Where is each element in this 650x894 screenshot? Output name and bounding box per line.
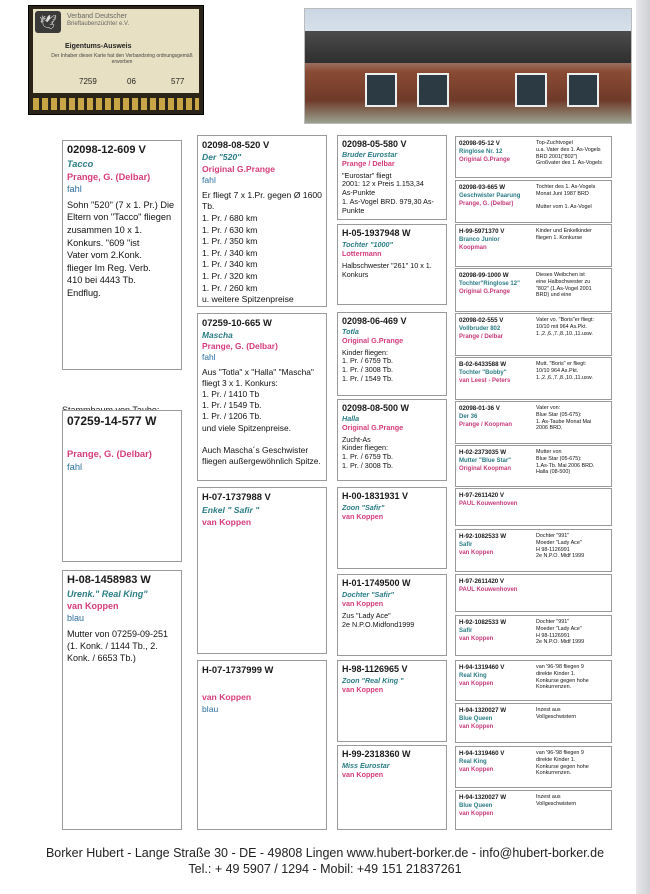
pedigree-box	[62, 140, 182, 370]
card-number-3: 577	[171, 77, 185, 86]
ring-number: 02098-06-469 V	[342, 316, 407, 326]
pigeon-notes: Zus "Lady Ace" 2e N.P.O.Midfond1999	[342, 611, 415, 629]
page-edge	[636, 0, 650, 894]
ring-number: 07259-14-577 W	[67, 414, 157, 428]
pigeon-color: fahl	[67, 460, 83, 472]
pedigree-box-small	[455, 180, 612, 223]
pedigree-box-small	[455, 268, 612, 312]
loft-window	[567, 73, 599, 107]
small-left-col	[459, 184, 533, 208]
breeder-name: van Koppen	[459, 681, 494, 687]
pigeon-name: Zoon "Safir"	[342, 503, 385, 512]
ring-number: H-92-1082533 W	[459, 619, 507, 626]
breeder-name: Prange, G. (Delbar)	[202, 341, 278, 352]
pedigree-box	[337, 574, 447, 656]
footer-address: Borker Hubert - Lange Straße 30 - DE - 49808 Lingen www.hubert-borker.de - info@hubert-borker.de	[45, 846, 605, 860]
ring-number: H-92-1082533 W	[459, 533, 507, 540]
small-left-col	[459, 750, 533, 774]
loft-roof	[305, 31, 631, 63]
pigeon-name: Mascha	[202, 330, 233, 340]
breeder-name: van Koppen	[342, 599, 384, 608]
pedigree-box-small	[455, 401, 612, 444]
breeder-name: van Koppen	[342, 770, 384, 779]
breeder-name: van Koppen	[202, 692, 252, 702]
pigeon-name: Zoon "Real King "	[342, 676, 404, 685]
ring-number: H-07-1737988 V	[202, 491, 271, 502]
small-left-col	[459, 578, 533, 594]
pigeon-name: Halla	[342, 414, 360, 423]
pigeon-name: Real King	[459, 759, 487, 765]
ring-number: H-05-1937948 W	[342, 228, 411, 238]
pigeon-color: fahl	[202, 175, 216, 186]
card-line1: Verband Deutscher	[67, 13, 127, 20]
ring-number: H-07-1737999 W	[202, 664, 274, 675]
ring-number: 02098-99-1000 W	[459, 272, 509, 279]
card-title: Eigentums-Ausweis	[65, 43, 132, 50]
pigeon-logo-icon: 🕊	[35, 11, 61, 33]
pigeon-name: Miss Eurostar	[342, 761, 390, 770]
ring-number: H-98-1126965 V	[342, 664, 408, 674]
ring-number: H-01-1749500 W	[342, 578, 411, 588]
small-left-col	[459, 140, 533, 164]
pedigree-box-small	[455, 224, 612, 267]
pigeon-notes: Mutter von 07259-09-251 (1. Konk. / 1144 Tb., 2. Konk. / 6653 Tb.)	[67, 628, 169, 664]
pigeon-name: Dochter "Safir"	[342, 590, 394, 599]
ring-number: H-00-1831931 V	[342, 491, 409, 501]
pigeon-color: blau	[67, 613, 85, 624]
small-left-col	[459, 794, 533, 818]
pigeon-notes: Sohn "520" (7 x 1. Pr.) Die Eltern von "Tacco" fliegen zusammen 10 x 1. Konkurs. "609 "ist Vater vom 2.Konk. flieger Im Reg. Verb. 410 bei 4443 Tb. Endflug.	[67, 199, 175, 298]
pedigree-box-small	[455, 529, 612, 572]
breeder-name: Prange, G. (Delbar)	[67, 448, 152, 459]
breeder-name: van Koppen	[459, 811, 494, 817]
loft-photo	[304, 8, 632, 124]
pigeon-name: Branco Junior	[459, 237, 500, 243]
pigeon-name: Safir	[459, 542, 473, 548]
pedigree-box	[337, 224, 447, 305]
breeder-name: van Koppen	[202, 517, 252, 527]
pedigree-box	[337, 399, 447, 481]
ring-number: H-08-1458983 W	[67, 574, 151, 586]
small-left-col	[459, 228, 533, 252]
pigeon-name: Ringlose Nr. 12	[459, 149, 503, 155]
pigeon-color: fahl	[67, 184, 82, 195]
pigeon-name: Tochter "Bobby"	[459, 370, 507, 376]
small-left-col	[459, 405, 533, 429]
pigeon-notes: Kinder und Enkelkinder fliegen 1. Konkurse	[536, 228, 592, 241]
pigeon-notes: Mutt. "Boris" er fliegt: 10/10 964 As.Pkt. 1.,2.,6.,7.,8.,10.,11.usw.	[536, 361, 593, 381]
pedigree-box	[197, 660, 327, 830]
loft-window	[515, 73, 547, 107]
ring-number: H-94-1319460 V	[459, 664, 505, 671]
pigeon-color: blau	[202, 704, 219, 714]
pedigree-box-small	[455, 445, 612, 487]
pedigree-box-small	[455, 615, 612, 656]
breeder-name: Original G.Prange	[459, 289, 511, 295]
ring-number: H-99-5971370 V	[459, 228, 505, 235]
pigeon-name: Tochter "1000"	[342, 240, 393, 249]
breeder-name: van Koppen	[67, 601, 119, 612]
pigeon-notes: "Eurostar" fliegt 2001: 12 x Preis 1.153,34 As-Punkte 1. As-Vogel BRD. 979,30 As-Punkte	[342, 170, 434, 215]
spacer	[202, 677, 322, 691]
pedigree-box	[197, 135, 327, 307]
pedigree-box	[197, 313, 327, 481]
pedigree-box	[337, 745, 447, 830]
pedigree-box	[337, 135, 447, 220]
pigeon-notes: Aus "Totla" x "Halla" "Mascha" fliegt 3 x 1. Konkurs: 1. Pr. / 1410 Tb 1. Pr. / 1549 Tb. 1. Pr. / 1206 Tb. und viele Spitzenpreise. Auch Mascha´s Geschwister fliegen außergewöhnlich Spitze.	[202, 366, 321, 467]
pigeon-color: fahl	[202, 352, 216, 363]
small-left-col	[459, 449, 533, 473]
ring-number: H-94-1320027 W	[459, 794, 507, 801]
breeder-name: van Koppen	[459, 724, 494, 730]
pedigree-box	[197, 487, 327, 654]
small-left-col	[459, 664, 533, 688]
ring-number: H-99-2318360 W	[342, 749, 411, 759]
ring-number: 02098-05-580 V	[342, 139, 407, 149]
card-decor-band	[33, 98, 199, 110]
small-left-col	[459, 317, 533, 341]
pedigree-box-small	[455, 313, 612, 356]
pigeon-notes: Er fliegt 7 x 1.Pr. gegen Ø 1600 Tb. 1. Pr. / 680 km 1. Pr. / 630 km 1. Pr. / 350 km 1. Pr. / 340 km 1. Pr. / 340 km 1. Pr. / 320 km 1. Pr. / 260 km u. weitere Spitzenpreise	[202, 189, 322, 305]
ring-number: 02098-95-12 V	[459, 140, 500, 147]
ring-number: H-94-1320027 W	[459, 707, 507, 714]
pigeon-notes: Tochter des 1. As-Vogels Monat Juni 1987 BRD Mutter vom 1. As-Vogel	[536, 184, 596, 211]
ring-number: H-94-1319460 V	[459, 750, 505, 757]
breeder-name: Original G.Prange	[202, 163, 276, 174]
pigeon-name: Tacco	[67, 159, 94, 169]
breeder-name: van Leest - Peters	[459, 378, 511, 384]
breeder-name: van Koppen	[459, 767, 494, 773]
breeder-name: Original G.Prange	[459, 157, 511, 163]
pigeon-notes: van '96-'98 fliegen 9 direkte Kinder 1. Konkurse gegen hohe Konkurrenzen.	[536, 664, 589, 691]
ring-number: H-02-2373035 W	[459, 449, 507, 456]
pedigree-box	[62, 410, 182, 562]
pigeon-name: Der "520"	[202, 152, 242, 162]
breeder-name: van Koppen	[459, 550, 494, 556]
pedigree-box-small	[455, 574, 612, 612]
spacer	[67, 430, 177, 448]
pigeon-name: Bruder Eurostar	[342, 150, 398, 159]
pigeon-notes: Vater von: Blue Star (05-675): 1. As-Taube Monat Mai 2006 BRD.	[536, 405, 592, 432]
pedigree-box-small	[455, 703, 612, 743]
pigeon-name: Blue Queen	[459, 803, 493, 809]
pigeon-name: Urenk." Real King"	[67, 589, 148, 599]
pedigree-box	[337, 312, 447, 396]
pigeon-name: Real King	[459, 673, 487, 679]
card-line2: Brieftaubenzüchter e.V.	[67, 21, 130, 27]
loft-window	[417, 73, 449, 107]
small-left-col	[459, 361, 533, 385]
breeder-name: PAUL Kouwenhoven	[459, 587, 518, 593]
ring-number: H-97-2611420 V	[459, 492, 505, 499]
breeder-name: Original G.Prange	[342, 422, 404, 432]
pigeon-name: Safir	[459, 628, 473, 634]
pigeon-name: Totla	[342, 327, 359, 336]
breeder-name: van Koppen	[459, 636, 494, 642]
breeder-name: Original Koopman	[459, 466, 512, 472]
pigeon-name: Enkel " Safir "	[202, 505, 260, 515]
small-left-col	[459, 533, 533, 557]
breeder-name: van Koppen	[342, 512, 384, 521]
breeder-name: Prange / Delbar	[459, 334, 504, 340]
breeder-name: Prange, G. (Delbar)	[67, 171, 151, 182]
ring-number: 02098-02-555 V	[459, 317, 504, 324]
pedigree-box-small	[455, 660, 612, 701]
pedigree-box-small	[455, 488, 612, 526]
ring-number: 02098-08-500 W	[342, 403, 410, 413]
ring-number: B-02-6433588 W	[459, 361, 507, 368]
pigeon-name: Der 36	[459, 414, 478, 420]
pigeon-notes: van '96-'98 fliegen 9 direkte Kinder 1. Konkurse gegen hohe Konkurrenzen.	[536, 750, 589, 777]
pigeon-notes: Top-Zuchtvogel u.a. Vater des 1. As-Vogels BRD 2001("802") Großvater des 1. As-Vogels	[536, 140, 602, 167]
small-left-col	[459, 619, 533, 643]
ring-number: 02098-12-609 V	[67, 144, 146, 156]
pigeon-notes: Halbschwester "261" 10 x 1. Konkurs	[342, 261, 432, 279]
breeder-name: Prange, G. (Delbar)	[459, 201, 514, 207]
pigeon-notes: Zucht-As Kinder fliegen: 1. Pr. / 6759 Tb. 1. Pr. / 3008 Tb.	[342, 434, 394, 470]
breeder-name: van Koppen	[342, 685, 384, 694]
pigeon-notes: Dochter "991" Moeder "Lady Ace" H 98-1126991 2e N.P.O. Midf 1999	[536, 533, 585, 560]
small-left-col	[459, 707, 533, 731]
breeder-name: PAUL Kouwenhoven	[459, 501, 518, 507]
pedigree-box	[337, 487, 447, 569]
pigeon-notes: Mutter von Blue Star (05-675): 1.As-Tb. Mai 2006 BRD. Halla (08-500)	[536, 449, 595, 476]
pedigree-box-small	[455, 790, 612, 830]
card-number-2: 06	[127, 77, 136, 86]
ring-number: H-97-2611420 V	[459, 578, 505, 585]
small-left-col	[459, 272, 533, 296]
breeder-name: Original G.Prange	[342, 335, 404, 345]
pigeon-name: Mutter "Blue Star"	[459, 458, 512, 464]
breeder-name: Lottermann	[342, 249, 382, 258]
pigeon-name: Blue Queen	[459, 716, 493, 722]
breeder-name: Prange / Delbar	[342, 158, 395, 168]
pigeon-name: Vollbruder 802	[459, 326, 501, 332]
ownership-card	[28, 5, 204, 115]
pigeon-notes: Inzest aus Vollgeschwistern	[536, 794, 577, 807]
footer-phone: Tel.: + 49 5907 / 1294 - Mobil: +49 151 21837261	[188, 862, 462, 876]
ring-number: 02098-93-665 W	[459, 184, 506, 191]
pigeon-notes: Dieses Weibchen ist eine Halbschwester zu "802" (1.As-Vogel 2001 BRD) und eine	[536, 272, 592, 299]
pigeon-notes: Kinder fliegen: 1. Pr. / 6759 Tb. 1. Pr. / 3008 Tb. 1. Pr. / 1549 Tb.	[342, 347, 394, 383]
ring-number: 02098-01-36 V	[459, 405, 500, 412]
small-left-col	[459, 492, 533, 508]
card-note: Der Inhaber dieser Karte hat den Verbandsring ordnungsgemäß erworben	[51, 53, 193, 65]
pigeon-notes: Dochter "991" Moeder "Lady Ace" H 98-1126991 2e N.P.O. Midf 1999	[536, 619, 585, 646]
pigeon-notes: Inzest aus Vollgeschwistern	[536, 707, 577, 720]
ring-number: 02098-08-520 V	[202, 139, 270, 150]
pigeon-name: Tochter"Ringlose 12"	[459, 281, 520, 287]
pedigree-box	[62, 570, 182, 830]
breeder-name: Koopman	[459, 245, 487, 251]
breeder-name: Prange / Koopman	[459, 422, 513, 428]
loft-window	[365, 73, 397, 107]
pigeon-name: Geschwister Paarung	[459, 193, 521, 199]
pedigree-box-small	[455, 136, 612, 178]
card-number-1: 7259	[79, 77, 97, 86]
pigeon-notes: Vater vo. "Boris"er fliegt: 10/10 mit 964 As.Pkt. 1.,2.,6.,7.,8.,10.,11.usw.	[536, 317, 594, 337]
ring-number: 07259-10-665 W	[202, 317, 272, 328]
pedigree-box-small	[455, 357, 612, 400]
pedigree-box	[337, 660, 447, 742]
pedigree-box-small	[455, 746, 612, 788]
